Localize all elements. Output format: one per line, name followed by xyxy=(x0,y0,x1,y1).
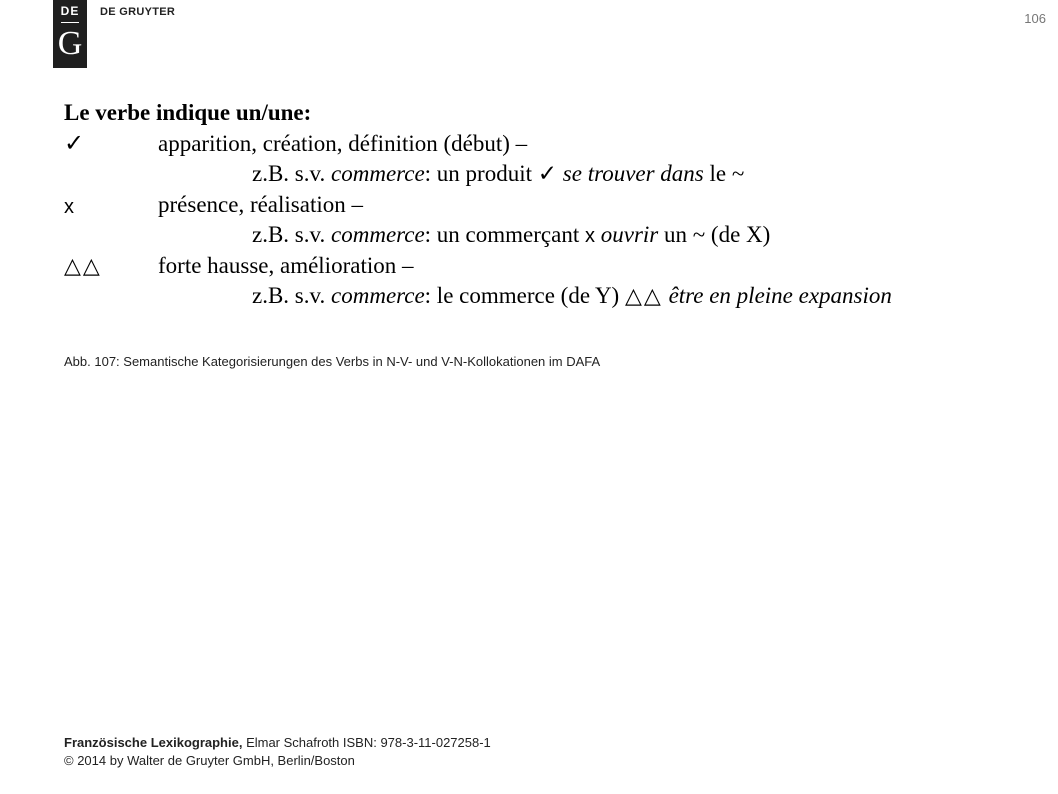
example-verb: être en pleine expansion xyxy=(662,283,892,308)
figure-legend xyxy=(64,98,1024,312)
footer xyxy=(64,734,491,770)
check-icon: ✓ xyxy=(537,161,558,186)
figure-title: Le verbe indique un/une: xyxy=(64,100,312,125)
example-noun: : un commerçant xyxy=(424,222,585,247)
example-verb: se trouver dans xyxy=(557,161,704,186)
category-label: apparition, création, définition (début) – xyxy=(158,130,528,156)
example-text xyxy=(252,281,892,312)
footer-copyright: © 2014 by Walter de Gruyter GmbH, Berlin/Boston xyxy=(64,753,355,768)
example-headword: commerce xyxy=(331,283,425,308)
check-icon: ✓ xyxy=(64,130,85,157)
cross-icon: x xyxy=(584,225,595,247)
logo-divider xyxy=(61,22,79,23)
category-label: présence, réalisation – xyxy=(158,191,363,217)
logo-g-letter: G xyxy=(57,25,83,62)
example-row xyxy=(64,220,1024,251)
example-headword: commerce xyxy=(331,161,425,186)
example-suffix: le ~ xyxy=(703,161,745,186)
logo-de-text: DE xyxy=(60,4,80,18)
category-row xyxy=(64,190,1024,221)
example-prefix: z.B. s.v. xyxy=(252,283,332,308)
page-number: 106 xyxy=(1024,11,1046,26)
footer-citation xyxy=(64,734,491,752)
example-verb: ouvrir xyxy=(594,222,659,247)
example-row xyxy=(64,159,1024,190)
category-label: forte hausse, amélioration – xyxy=(158,252,414,278)
publisher-name: DE GRUYTER xyxy=(100,6,176,18)
double-triangle-icon: △△ xyxy=(64,252,102,278)
example-noun: : un produit xyxy=(424,161,538,186)
example-prefix: z.B. s.v. xyxy=(252,161,332,186)
example-row xyxy=(64,281,1024,312)
double-triangle-icon: △△ xyxy=(624,283,663,308)
figure-caption: Abb. 107: Semantische Kategorisierungen des Verbs in N-V- und V-N-Kollokationen im DAFA xyxy=(64,354,601,369)
category-row xyxy=(64,129,1024,160)
footer-book-info: Elmar Schafroth ISBN: 978-3-11-027258-1 xyxy=(242,735,491,750)
publisher-logo xyxy=(53,0,87,68)
example-suffix: un ~ (de X) xyxy=(658,222,771,247)
example-text xyxy=(252,220,770,252)
category-row xyxy=(64,251,1024,282)
example-text xyxy=(252,159,744,190)
cross-icon: x xyxy=(64,195,74,218)
example-headword: commerce xyxy=(331,222,425,247)
example-noun: : le commerce (de Y) xyxy=(424,283,625,308)
footer-book-title: Französische Lexikographie, xyxy=(64,735,243,750)
example-prefix: z.B. s.v. xyxy=(252,222,332,247)
